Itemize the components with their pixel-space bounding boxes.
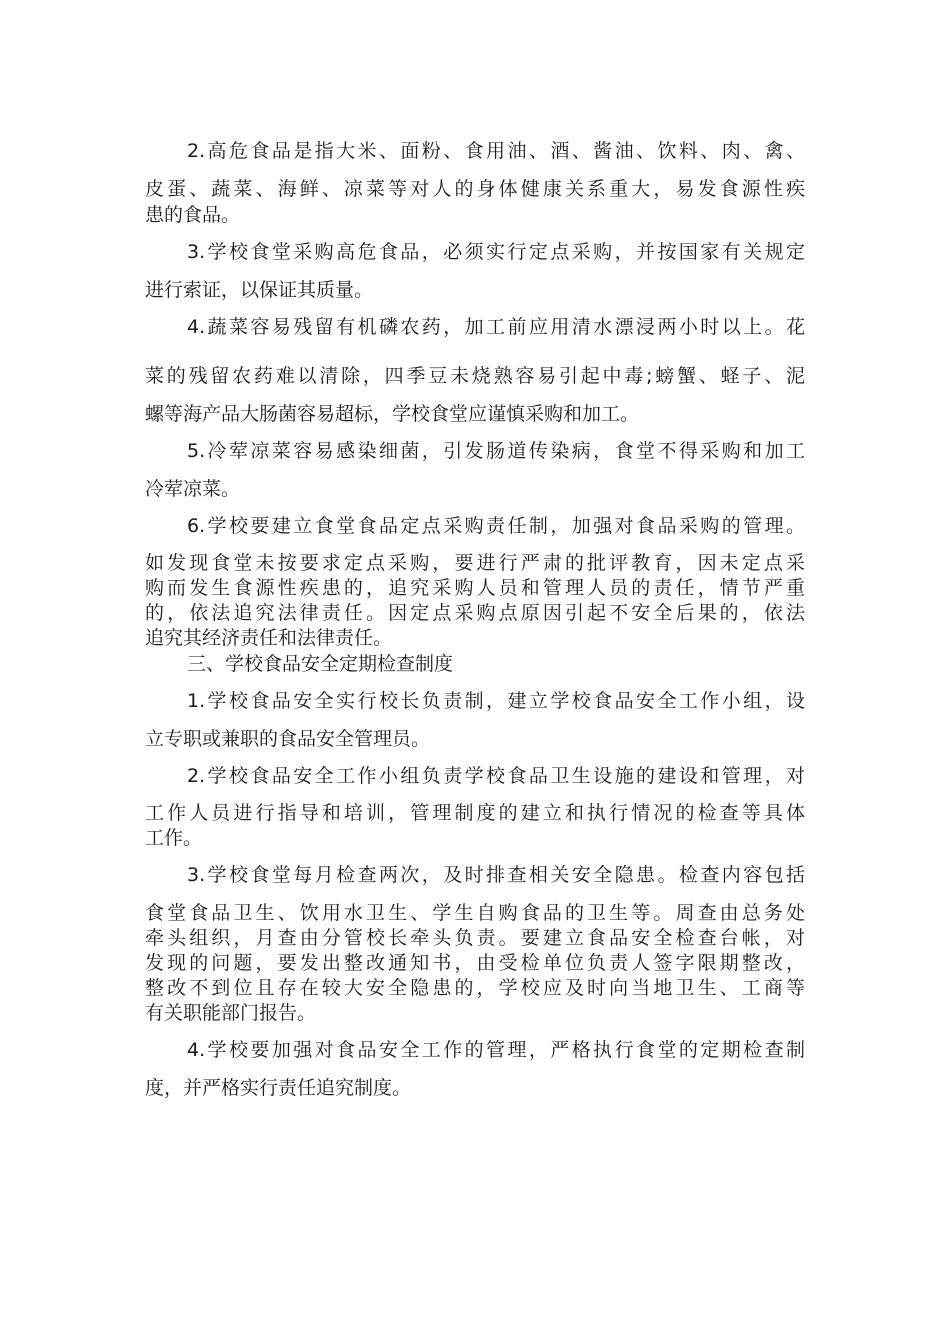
text-line: 3.学校食堂每月检查两次，及时排查相关安全隐患。检查内容包括 [187, 864, 805, 886]
text-line: 进行索证，以保证其质量。 [145, 279, 374, 301]
text-line: 3.学校食堂采购高危食品，必须实行定点采购，并按国家有关规定 [187, 241, 805, 263]
text-line: 5.冷荤凉菜容易感染细菌，引发肠道传染病，食堂不得采购和加工 [187, 440, 805, 462]
text-line: 牵头组织，月查由分管校长牵头负责。要建立食品安全检查台帐，对 [145, 927, 805, 949]
text-line: 发现的问题，要发出整改通知书，由受检单位负责人签字限期整改， [145, 952, 805, 974]
text-line: 整改不到位且存在较大安全隐患的，学校应及时向当地卫生、工商等 [145, 977, 805, 999]
text-line: 6.学校要建立食堂食品定点采购责任制，加强对食品采购的管理。 [187, 515, 805, 537]
text-line: 追究其经济责任和法律责任。 [145, 627, 393, 649]
text-line: 立专职或兼职的食品安全管理员。 [145, 728, 431, 750]
text-line: 4.蔬菜容易残留有机磷农药，加工前应用清水漂浸两小时以上。花 [187, 316, 805, 338]
text-line: 冷荤凉菜。 [145, 478, 241, 500]
text-line: 1.学校食品安全实行校长负责制，建立学校食品安全工作小组，设 [187, 690, 805, 712]
text-line: 度，并严格实行责任追究制度。 [145, 1077, 412, 1099]
text-line: 工作人员进行指导和培训，管理制度的建立和执行情况的检查等具体 [145, 802, 805, 824]
text-line: 4.学校要加强对食品安全工作的管理，严格执行食堂的定期检查制 [187, 1039, 805, 1061]
text-line: 工作。 [145, 827, 203, 849]
text-line: 如发现食堂未按要求定点采购，要进行严肃的批评教育，因未定点采 [145, 552, 805, 574]
text-line: 螺等海产品大肠菌容易超标，学校食堂应谨慎采购和加工。 [145, 403, 640, 425]
text-line: 的，依法追究法律责任。因定点采购点原因引起不安全后果的，依法 [145, 602, 805, 624]
text-line: 菜的残留农药难以清除，四季豆未烧熟容易引起中毒;螃蟹、蛏子、泥 [145, 365, 805, 387]
text-line: 有关职能部门报告。 [145, 1002, 317, 1024]
text-line: 2.高危食品是指大米、面粉、食用油、酒、酱油、饮料、肉、禽、 [187, 140, 805, 162]
text-line: 皮蛋、蔬菜、海鲜、凉菜等对人的身体健康关系重大，易发食源性疾 [145, 178, 805, 200]
text-line: 患的食品。 [145, 204, 241, 226]
text-line: 购而发生食源性疾患的，追究采购人员和管理人员的责任，情节严重 [145, 577, 805, 599]
section-heading: 三、学校食品安全定期检查制度 [187, 653, 454, 675]
text-line: 食堂食品卫生、饮用水卫生、学生自购食品的卫生等。周查由总务处 [145, 902, 805, 924]
text-line: 2.学校食品安全工作小组负责学校食品卫生设施的建设和管理，对 [187, 765, 805, 787]
